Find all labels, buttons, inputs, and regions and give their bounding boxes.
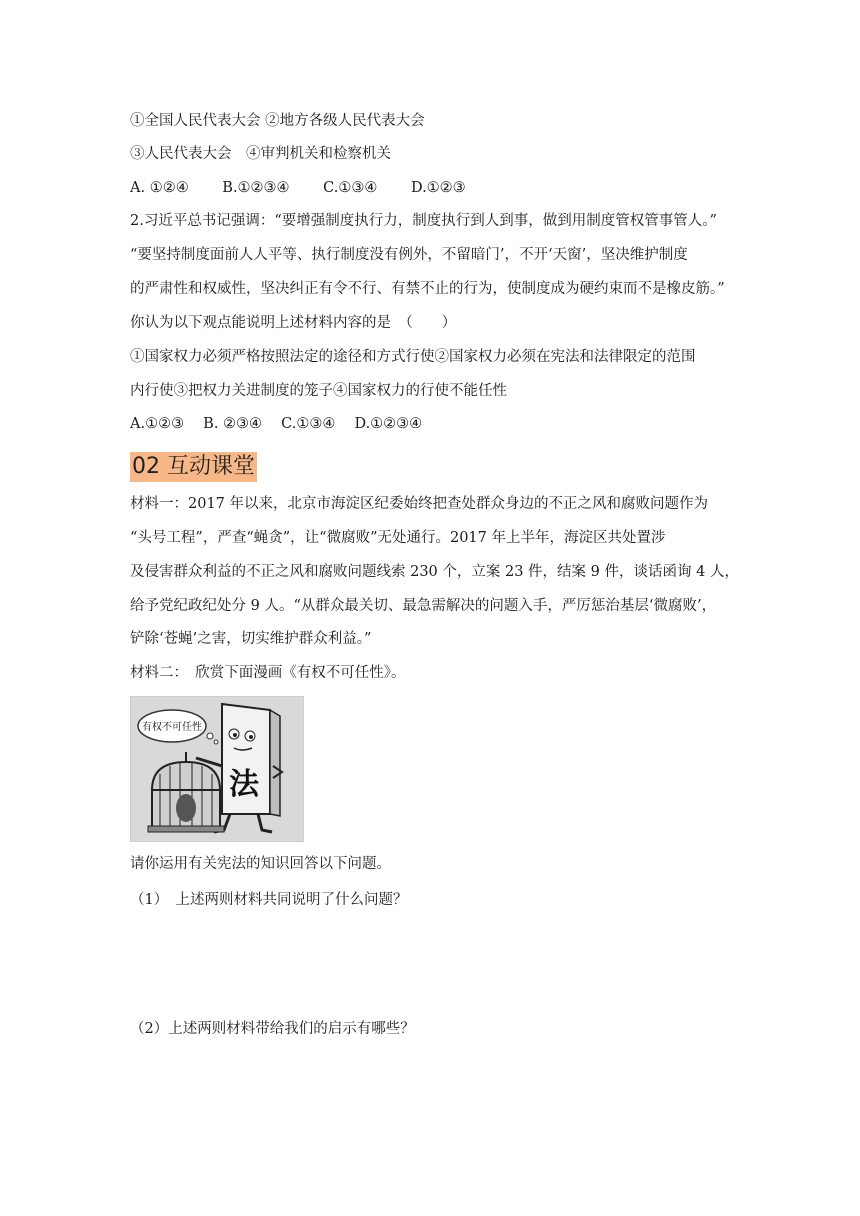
cartoon-illustration xyxy=(130,696,304,842)
material1-line-3: 及侵害群众利益的不正之风和腐败问题线索 230 个，立案 23 件，结案 9 件，谈话函询 4 人， xyxy=(130,564,739,580)
material1-line-5: 铲除‘苍蝇’之害，切实维护群众利益。” xyxy=(130,631,372,647)
question-1: （1） 上述两则材料共同说明了什么问题？ xyxy=(130,892,408,908)
q2-answer-choices: A.①②③ B. ②③④ C.①③④ D.①②③④ xyxy=(130,416,423,432)
question-prompt: 请你运用有关宪法的知识回答以下问题。 xyxy=(130,856,391,872)
material1-line-1: 材料一：2017 年以来，北京市海淀区纪委始终把查处群众身边的不正之风和腐败问题作为 xyxy=(130,496,709,512)
book-label: 法 xyxy=(229,767,259,802)
material2-caption: 材料二： 欣赏下面漫画《有权不可任性》。 xyxy=(130,665,406,681)
q1-option-line-1: ①全国人民代表大会 ②地方各级人民代表大会 xyxy=(130,113,425,129)
q2-line-1: 2.习近平总书记强调：“要增强制度执行力，制度执行到人到事，做到用制度管权管事管人。” xyxy=(130,213,717,229)
material1-line-2: “头号工程”，严查“蝇贪”，让“微腐败”无处通行。2017 年上半年，海淀区共处置涉 xyxy=(130,530,666,546)
question-2: （2）上述两则材料带给我们的启示有哪些？ xyxy=(130,1021,415,1037)
q2-line-6: 内行使③把权力关进制度的笼子④国家权力的行使不能任性 xyxy=(130,383,507,399)
q2-line-2: “要坚持制度面前人人平等、执行制度没有例外，不留暗门’，不开‘天窗’，坚决维护制度 xyxy=(130,247,688,263)
material1-line-4: 给予党纪政纪处分 9 人。“从群众最关切、最急需解决的问题入手，严厉惩治基层‘微腐败’， xyxy=(130,598,717,614)
q2-line-3: 的严肃性和权威性，坚决纠正有令不行、有禁不止的行为，使制度成为硬约束而不是橡皮筋。” xyxy=(130,281,725,297)
q1-answer-choices: A. ①②④ B.①②③④ C.①③④ D.①②③ xyxy=(130,180,466,196)
q2-line-4: 你认为以下观点能说明上述材料内容的是 （ ） xyxy=(130,315,457,331)
q1-option-line-2: ③人民代表大会 ④审判机关和检察机关 xyxy=(130,146,391,162)
section-title: 02 互动课堂 xyxy=(130,452,257,482)
q2-line-5: ①国家权力必须严格按照法定的途径和方式行使②国家权力必须在宪法和法律限定的范围 xyxy=(130,349,696,365)
bubble-text: 有权不可任性 xyxy=(142,722,202,733)
